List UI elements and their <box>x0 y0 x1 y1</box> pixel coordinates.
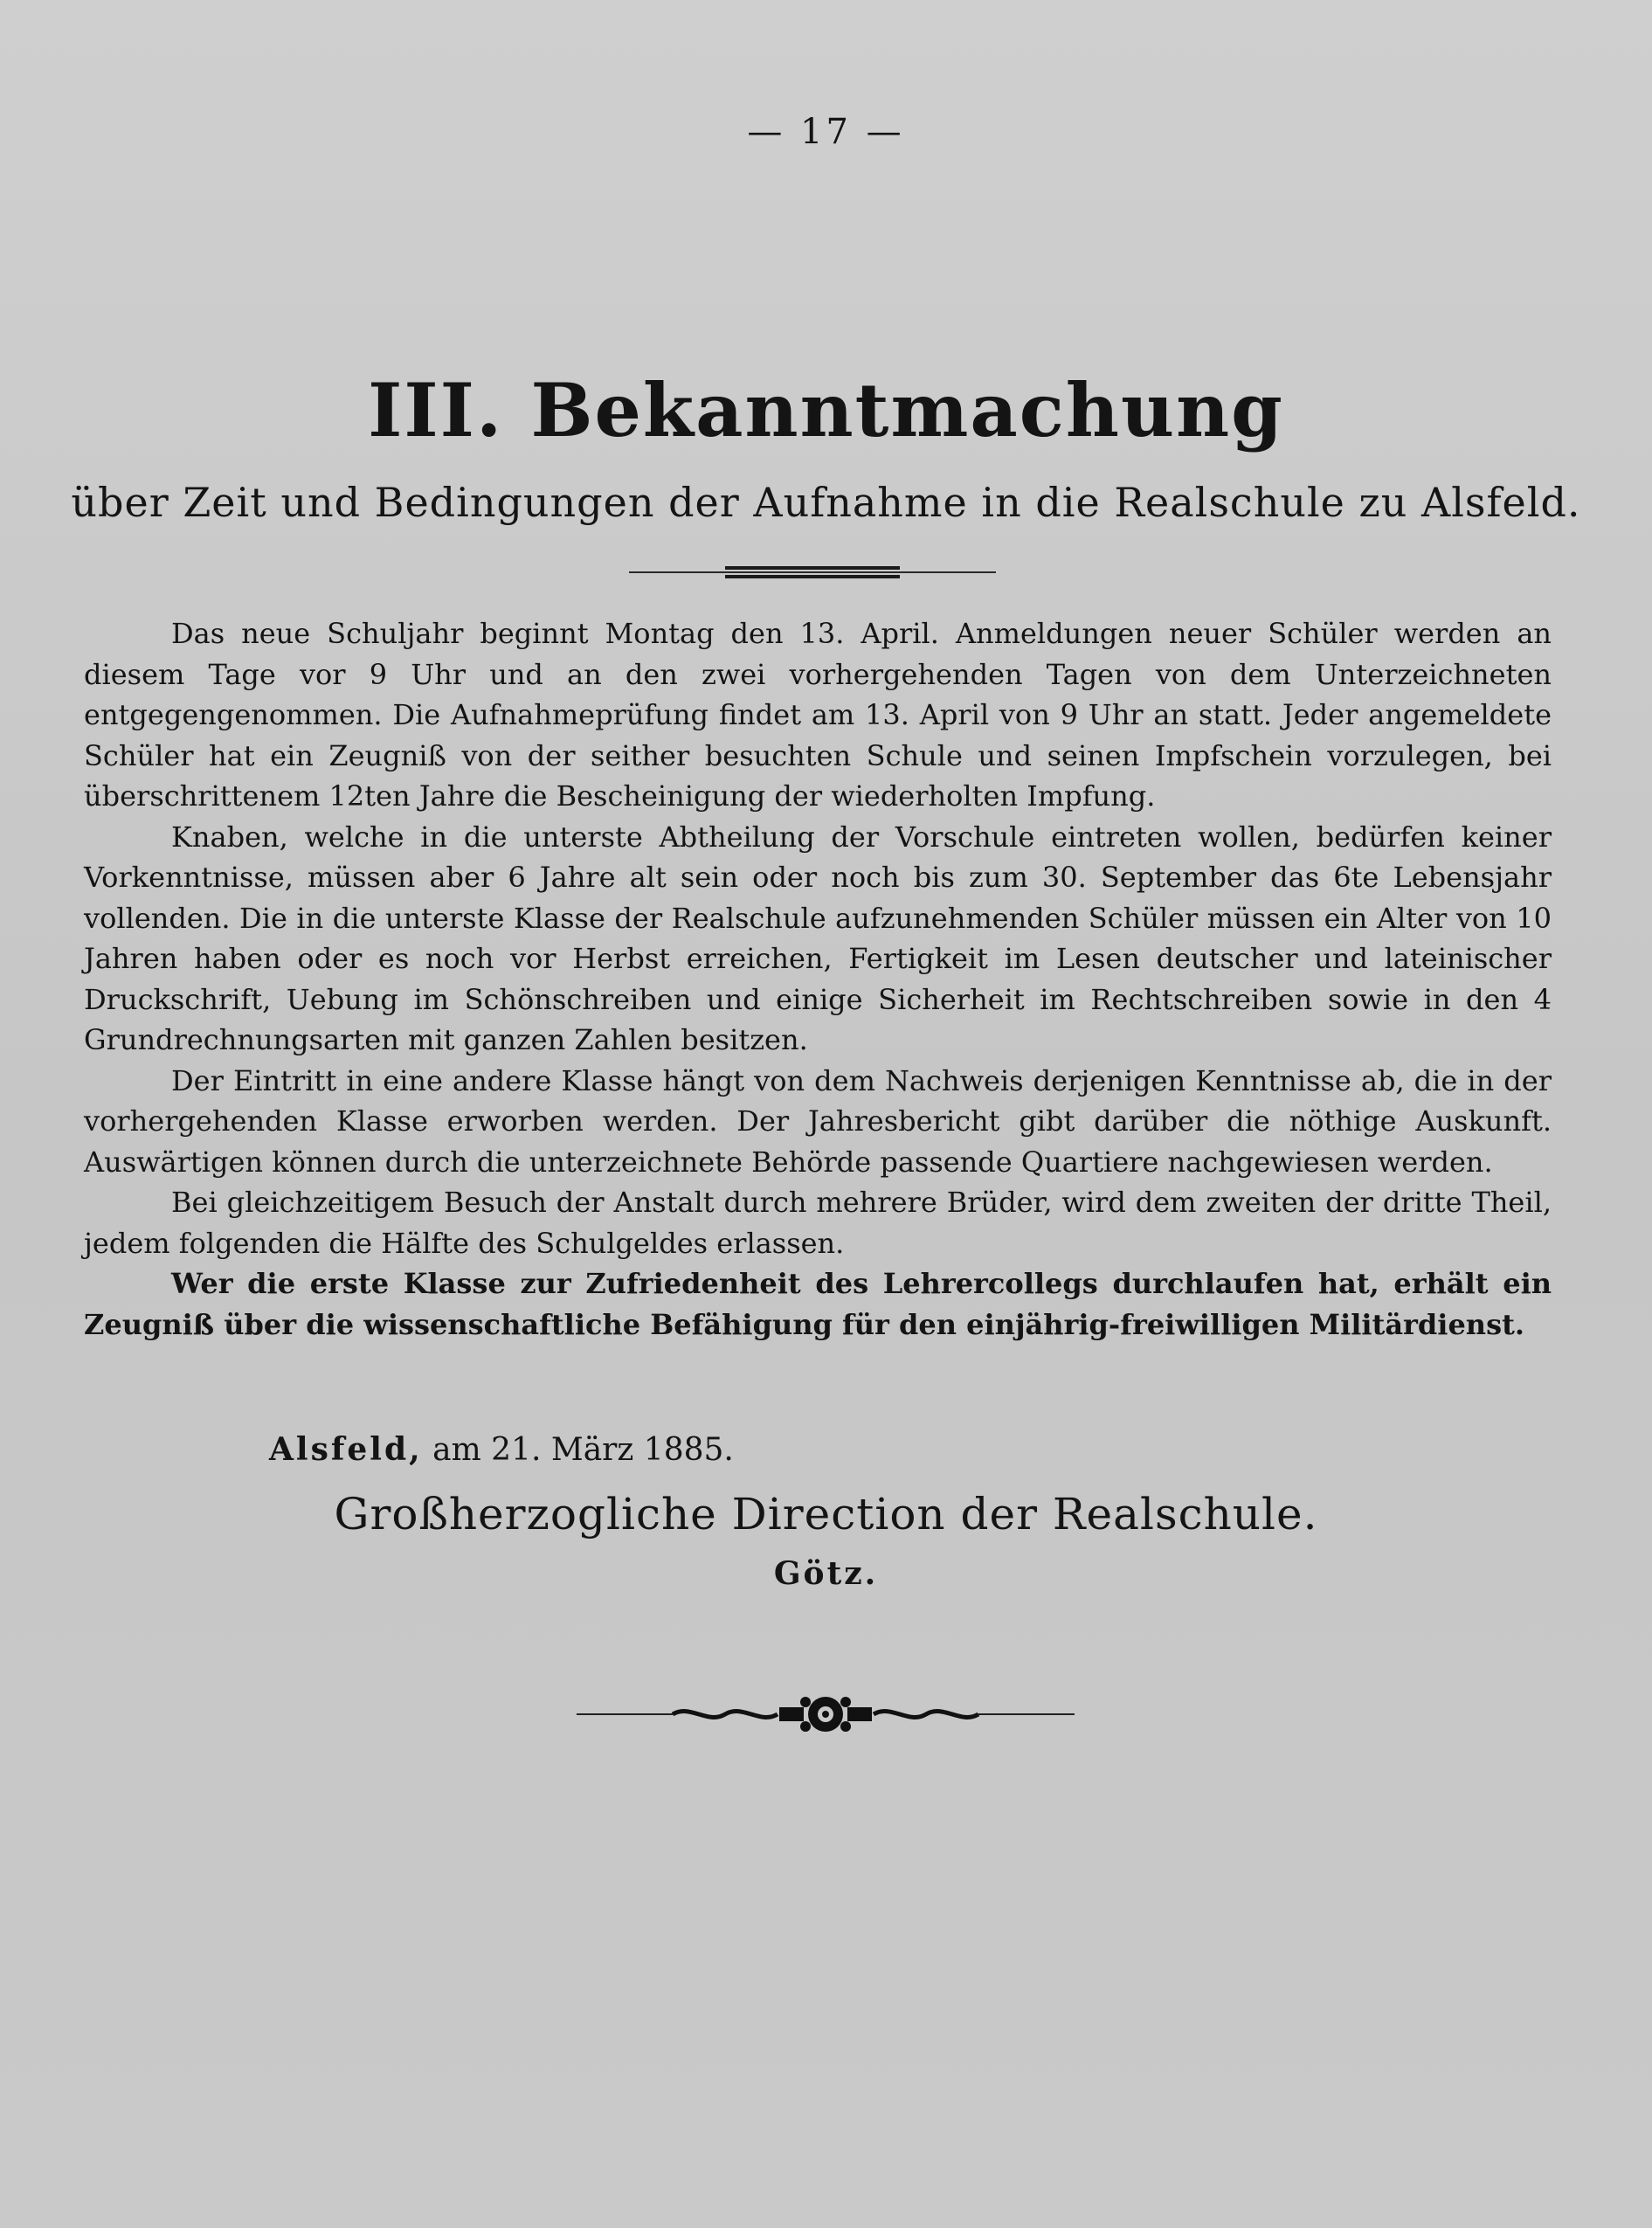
page-number: — 17 — <box>747 112 905 152</box>
signature-organization: Großherzogliche Direction der Realschule. <box>334 1489 1318 1540</box>
dateline <box>269 1431 734 1468</box>
dateline-date: am 21. März 1885. <box>432 1432 734 1468</box>
ornament-divider-icon <box>577 1686 1075 1739</box>
signature-name: Götz. <box>773 1555 879 1592</box>
paragraph-class-entry: Der Eintritt in eine andere Klasse hängt von dem Nachweis derjenigen Kenntnisse ab, die in der vorhergehenden Klasse erworben werden. Der Jahresbericht gibt darüber die nöthige Auskunft. Auswärtigen können durch die unterzeichnete Behörde passende Quartiere nachgewiesen werden. <box>84 1063 1552 1179</box>
title-divider <box>629 566 996 578</box>
dateline-place: Alsfeld, <box>269 1431 423 1468</box>
paragraph-requirements: Knaben, welche in die unterste Abtheilung der Vorschule eintreten wollen, bedürfen keiner Vorkenntnisse, müssen aber 6 Jahre alt sein oder noch bis zum 30. September das 6te Lebensjahr vollenden. Die in die unterste Klasse der Realschule aufzunehmenden Schüler müssen ein Alter von 10 Jahren haben oder es noch vor Herbst erreichen, Fertigkeit im Lesen deutscher und lateinischer Druckschrift, Uebung im Schönschreiben und einige Sicherheit im Rechtschreiben sowie in den 4 Grundrechnungsarten mit ganzen Zahlen besitzen. <box>84 820 1552 1056</box>
paragraph-military-certificate: Wer die erste Klasse zur Zufriedenheit des Lehrercollegs durchlaufen hat, erhält ein Zeugniß über die wissenschaftliche Befähigung für den einjährig-freiwilligen Militärdienst. <box>84 1267 1552 1341</box>
paragraph-enrollment: Das neue Schuljahr beginnt Montag den 13. April. Anmeldungen neuer Schüler werden an diesem Tage vor 9 Uhr und an den zwei vorhergehenden Tagen von dem Unterzeichneten entgegengenommen. Die Aufnahmeprüfung findet am 13. April von 9 Uhr an statt. Jeder angemeldete Schüler hat ein Zeugniß von der seither besuchten Schule und seinen Impfschein vorzulegen, bei überschrittenem 12ten Jahre die Bescheinigung der wiederholten Impfung. <box>84 617 1552 813</box>
paragraph-siblings: Bei gleichzeitigem Besuch der Anstalt durch mehrere Brüder, wird dem zweiten der dritte Theil, jedem folgenden die Hälfte des Schulgeldes erlassen. <box>84 1186 1552 1260</box>
page-title: III. Bekanntmachung <box>368 367 1284 453</box>
page-subtitle: über Zeit und Bedingungen der Aufnahme in die Realschule zu Alsfeld. <box>71 479 1581 526</box>
announcement-body <box>84 613 1552 1345</box>
